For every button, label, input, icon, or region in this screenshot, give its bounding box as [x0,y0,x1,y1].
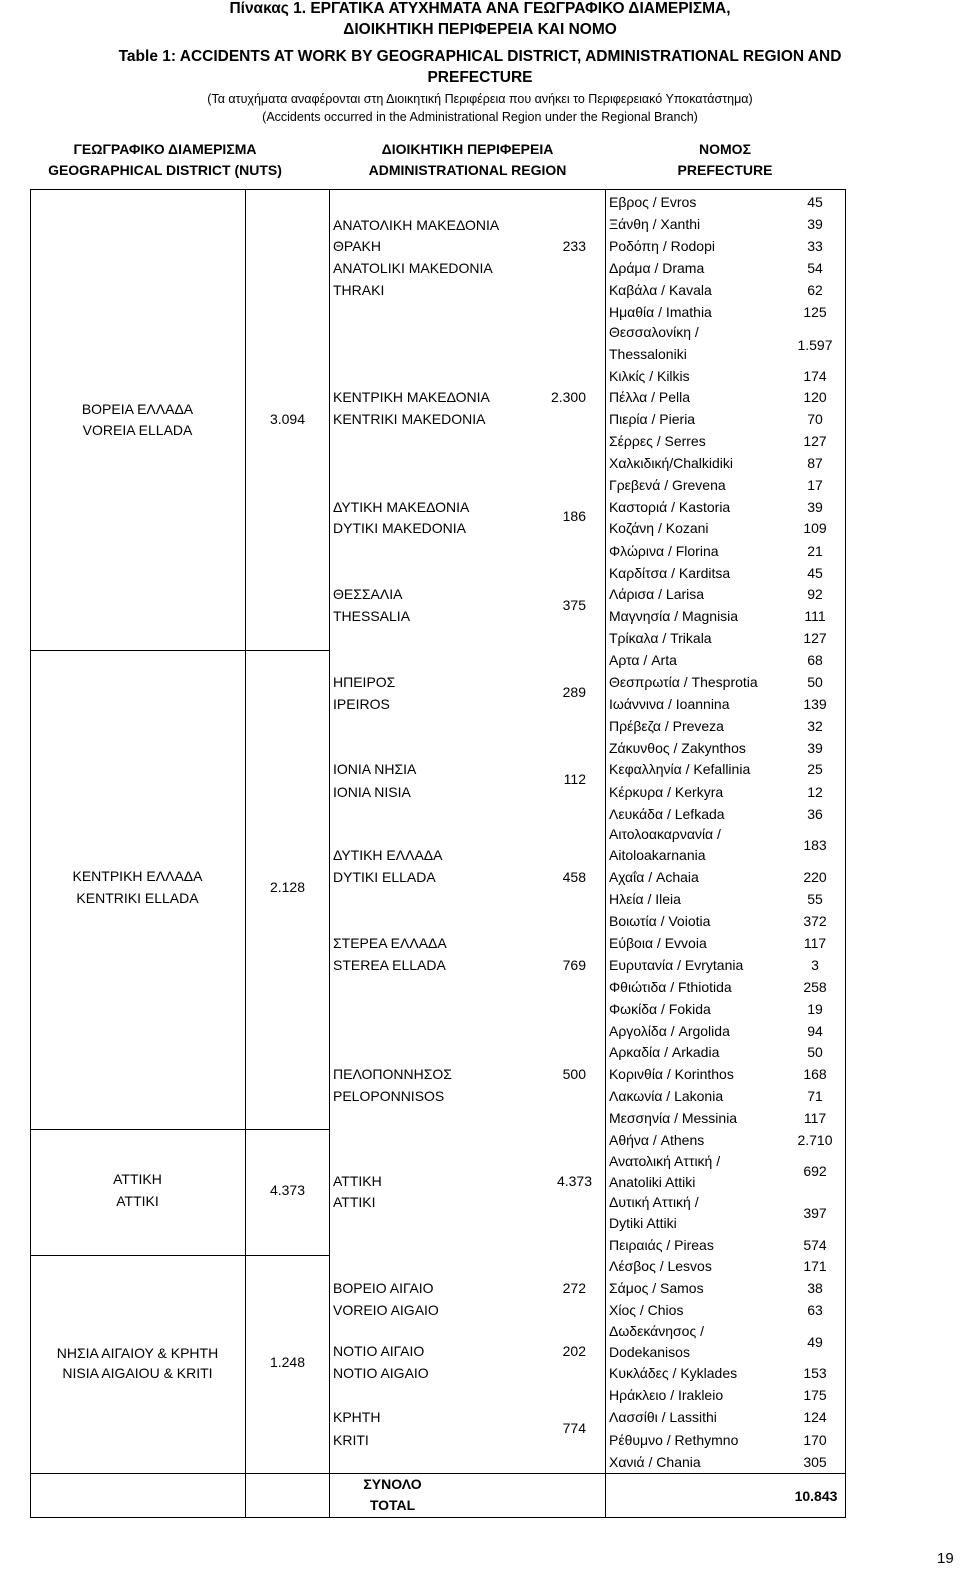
prefecture-name: Φλώρινα / Florina [609,543,719,559]
prefecture-name: Λάρισα / Larisa [609,586,705,602]
region-name-en: ANATOLIKI MAKEDONIA [333,260,493,276]
region-name-en: IONIA NISIA [333,784,411,800]
prefecture-value: 25 [807,761,823,777]
region-name-gr: ΗΠΕΙΡΟΣ [333,674,396,690]
district-name-gr: ΑΤΤΙΚΗ [113,1171,162,1187]
region-name-gr: ΔΥΤΙΚΗ ΜΑΚΕΔΟΝΙΑ [333,499,470,515]
district-name-gr: ΝΗΣΙΑ ΑΙΓΑΙΟΥ & ΚΡΗΤΗ [56,1345,219,1361]
prefecture-value: 19 [807,1001,823,1017]
prefecture-value: 139 [803,696,827,712]
note-gr: (Τα ατυχήματα αναφέρονται στη Διοικητική Περιφέρεια που ανήκει το Περιφερειακό Υποκατάστημα) [207,92,753,106]
prefecture-name: Καρδίτσα / Karditsa [609,565,731,581]
prefecture-value: 45 [807,194,823,210]
region-name-gr: ΙΟΝΙΑ ΝΗΣΙΑ [333,761,417,777]
prefecture-name: Γρεβενά / Grevena [609,477,726,493]
prefecture-value: 574 [803,1237,827,1253]
district-name-en: VOREIA ELLADA [82,422,193,438]
prefecture-value: 258 [803,979,827,995]
region-name-en: DYTIKI ELLADA [333,869,436,885]
prefecture-name: Μεσσηνία / Messinia [609,1110,738,1126]
prefecture-name: Αχαΐα / Achaia [609,869,699,885]
prefecture-name: Βοιωτία / Voiotia [609,913,711,929]
column-divider [329,189,330,1518]
region-name-en: ATTIKI [333,1194,376,1210]
prefecture-value: 70 [807,411,823,427]
prefecture-name: Πέλλα / Pella [609,389,691,405]
prefecture-value: 45 [807,565,823,581]
region-name-gr: ΑΝΑΤΟΛΙΚΗ ΜΑΚΕΔΟΝΙΑ [333,217,500,233]
prefecture-name: Χαλκιδική/Chalkidiki [609,455,734,471]
prefecture-value: 183 [803,837,827,853]
prefecture-name: Αρτα / Arta [609,652,677,668]
region-total: 186 [562,508,586,524]
district-name-en: KENTRIKI ELLADA [76,890,199,906]
prefecture-value: 125 [803,304,827,320]
region-total: 769 [562,957,586,973]
prefecture-name: Καστοριά / Kastoria [609,499,731,515]
prefecture-name: Λέσβος / Lesvos [609,1258,712,1274]
table-title-gr-line1: Πίνακας 1. ΕΡΓΑΤΙΚΑ ΑΤΥΧΗΜΑΤΑ ΑΝΑ ΓΕΩΓΡΑΦΙΚΟ ΔΙΑΜΕΡΙΣΜΑ, [229,0,731,17]
prefecture-name: Πρέβεζα / Preveza [609,718,724,734]
region-total: 233 [562,238,586,254]
prefecture-value: 39 [807,499,823,515]
prefecture-value: 109 [803,520,827,536]
prefecture-name: Κοζάνη / Kozani [609,520,709,536]
region-name-gr: ΔΥΤΙΚΗ ΕΛΛΑΔΑ [333,847,443,863]
prefecture-name: Εύβοια / Evvoia [609,935,707,951]
prefecture-name: Σάμος / Samos [609,1280,704,1296]
table-title-en-line2: PREFECTURE [427,69,533,86]
prefecture-value: 397 [803,1205,827,1221]
prefecture-name: Λασσίθι / Lassithi [609,1409,717,1425]
region-name-en: PELOPONNISOS [333,1088,445,1104]
region-name-gr: ΠΕΛΟΠΟΝΝΗΣΟΣ [333,1066,452,1082]
district-total: 1.248 [269,1354,306,1370]
prefecture-name: Ηράκλειο / Irakleio [609,1387,724,1403]
region-total: 4.373 [556,1173,592,1189]
region-name-gr: ΚΕΝΤΡΙΚΗ ΜΑΚΕΔΟΝΙΑ [333,389,490,405]
region-name-gr: ΝΟΤΙΟ ΑΙΓΑΙΟ [333,1343,425,1359]
total-divider [30,1473,846,1474]
prefecture-value: 92 [807,586,823,602]
prefecture-value: 39 [807,216,823,232]
prefecture-name: Ξάνθη / Xanthi [609,216,701,232]
col-header-district-gr: ΓΕΩΓΡΑΦΙΚΟ ΔΙΑΜΕΡΙΣΜΑ [73,141,257,157]
page-number: 19 [937,1550,954,1567]
prefecture-value: 49 [807,1334,823,1350]
prefecture-value: 32 [807,718,823,734]
column-divider [605,189,606,1518]
prefecture-name-line2: Anatoliki Attiki [609,1174,696,1190]
region-name-gr: ΘΡΑΚΗ [333,238,381,254]
prefecture-name: Λευκάδα / Lefkada [609,806,725,822]
prefecture-name: Κέρκυρα / Kerkyra [609,784,724,800]
column-divider [245,189,246,1518]
prefecture-name-line2: Aitoloakarnania [609,847,706,863]
district-name-gr: ΚΕΝΤΡΙΚΗ ΕΛΛΑΔΑ [72,868,203,884]
region-total: 289 [562,684,586,700]
prefecture-name: Μαγνησία / Magnisia [609,608,739,624]
district-name-en: ATTIKI [116,1193,159,1209]
prefecture-value: 1.597 [797,337,833,353]
prefecture-value: 305 [803,1454,827,1470]
prefecture-name: Φωκίδα / Fokida [609,1001,711,1017]
prefecture-value: 153 [803,1365,827,1381]
prefecture-name-line2: Dodekanisos [609,1344,690,1360]
prefecture-name: Ρέθυμνο / Rethymno [609,1432,739,1448]
district-name-en: NISIA AIGAIOU & KRITI [62,1365,213,1381]
prefecture-name: Θεσπρωτία / Thesprotia [609,674,758,690]
prefecture-value: 38 [807,1280,823,1296]
region-name-en: DYTIKI MAKEDONIA [333,520,467,536]
prefecture-value: 54 [807,260,823,276]
region-name-en: KENTRIKI MAKEDONIA [333,411,486,427]
prefecture-name-line2: Dytiki Attiki [609,1215,677,1231]
total-label-en: TOTAL [369,1497,416,1513]
prefecture-value: 55 [807,891,823,907]
prefecture-name: Χανιά / Chania [609,1454,701,1470]
prefecture-value: 120 [803,389,827,405]
prefecture-value: 50 [807,674,823,690]
prefecture-value: 175 [803,1387,827,1403]
prefecture-value: 2.710 [797,1132,833,1148]
prefecture-value: 12 [807,784,823,800]
prefecture-value: 21 [807,543,823,559]
prefecture-value: 87 [807,455,823,471]
prefecture-value: 124 [803,1409,827,1425]
district-divider [30,650,330,651]
prefecture-name: Κυκλάδες / Kyklades [609,1365,738,1381]
prefecture-value: 17 [807,477,823,493]
district-divider [30,1129,330,1130]
col-header-region-gr: ΔΙΟΙΚΗΤΙΚΗ ΠΕΡΙΦΕΡΕΙΑ [381,141,554,157]
total-label-gr: ΣΥΝΟΛΟ [363,1476,422,1492]
region-name-gr: ΣΤΕΡΕΑ ΕΛΛΑΔΑ [333,935,447,951]
region-name-en: KRITI [333,1432,369,1448]
region-total: 202 [562,1343,586,1359]
region-name-gr: ΚΡΗΤΗ [333,1409,381,1425]
prefecture-name: Ευρυτανία / Evrytania [609,957,744,973]
col-header-prefecture-en: PREFECTURE [677,162,773,178]
prefecture-name: Λακωνία / Lakonia [609,1088,724,1104]
region-name-gr: ΒΟΡΕΙΟ ΑΙΓΑΙΟ [333,1280,434,1296]
prefecture-value: 372 [803,913,827,929]
prefecture-name: Πειραιάς / Pireas [609,1237,714,1253]
prefecture-name: Εβρος / Evros [609,194,697,210]
prefecture-name: Τρίκαλα / Trikala [609,630,712,646]
prefecture-value: 170 [803,1432,827,1448]
prefecture-name: Αργολίδα / Argolida [609,1023,730,1039]
grand-total-value: 10.843 [794,1488,838,1504]
district-total: 2.128 [269,879,306,895]
col-header-district-en: GEOGRAPHICAL DISTRICT (NUTS) [48,162,282,178]
prefecture-value: 71 [807,1088,823,1104]
region-total: 112 [563,771,586,787]
prefecture-name: Κεφαλληνία / Kefallinia [609,761,751,777]
prefecture-name: Κορινθία / Korinthos [609,1066,734,1082]
prefecture-value: 220 [803,869,827,885]
prefecture-name: Ανατολική Αττική / [609,1153,721,1169]
prefecture-value: 63 [807,1302,823,1318]
region-total: 2.300 [550,389,586,405]
prefecture-name: Κιλκίς / Kilkis [609,368,690,384]
prefecture-value: 50 [807,1044,823,1060]
col-header-prefecture-gr: ΝΟΜΟΣ [699,141,751,157]
prefecture-value: 117 [803,935,827,951]
prefecture-value: 127 [803,630,827,646]
prefecture-value: 62 [807,282,823,298]
prefecture-name: Αρκαδία / Arkadia [609,1044,720,1060]
region-total: 500 [562,1066,586,1082]
prefecture-value: 168 [803,1066,827,1082]
region-total: 458 [562,869,586,885]
region-name-en: STEREA ELLADA [333,957,446,973]
prefecture-value: 171 [803,1258,827,1274]
prefecture-value: 127 [803,433,827,449]
prefecture-value: 36 [807,806,823,822]
prefecture-name: Δωδεκάνησος / [609,1323,704,1339]
prefecture-value: 94 [807,1023,823,1039]
prefecture-value: 111 [804,608,826,624]
prefecture-name: Αθήνα / Athens [609,1132,705,1148]
prefecture-name: Δυτική Αττική / [609,1194,699,1210]
region-name-en: NOTIO AIGAIO [333,1365,429,1381]
table-title-gr-line2: ΔΙΟΙΚΗΤΙΚΗ ΠΕΡΙΦΕΡΕΙΑ ΚΑΙ ΝΟΜΟ [343,21,617,38]
prefecture-name: Θεσσαλονίκη / [609,324,699,340]
prefecture-name: Δράμα / Drama [609,260,705,276]
prefecture-value: 39 [807,740,823,756]
region-total: 774 [562,1420,586,1436]
table-title-en-line1: Table 1: ACCIDENTS AT WORK BY GEOGRAPHICAL DISTRICT, ADMINISTRATIONAL REGION AND [118,48,842,65]
prefecture-value: 117 [803,1110,827,1126]
prefecture-name: Πιερία / Pieria [609,411,696,427]
prefecture-value: 174 [803,368,827,384]
prefecture-name: Φθιώτιδα / Fthiotida [609,979,732,995]
region-name-gr: ΘΕΣΣΑΛΙΑ [333,586,403,602]
prefecture-value: 33 [807,238,823,254]
prefecture-name: Καβάλα / Kavala [609,282,712,298]
region-name-en: IPEIROS [333,696,390,712]
district-divider [30,1255,330,1256]
prefecture-value: 3 [811,957,819,973]
region-total: 272 [562,1280,586,1296]
col-header-region-en: ADMINISTRATIONAL REGION [368,162,567,178]
prefecture-name: Ζάκυνθος / Zakynthos [609,740,746,756]
region-name-gr: ΑΤΤΙΚΗ [333,1173,382,1189]
region-name-en: VOREIO AIGAIO [333,1302,439,1318]
region-total: 375 [562,597,586,613]
prefecture-value: 692 [803,1163,827,1179]
region-name-en: THESSALIA [333,608,411,624]
prefecture-value: 68 [807,652,823,668]
prefecture-name: Χίος / Chios [609,1302,684,1318]
prefecture-name: Ημαθία / Imathia [609,304,712,320]
prefecture-name: Αιτολοακαρνανία / [609,826,721,842]
region-name-en: THRAKI [333,282,385,298]
prefecture-name: Ηλεία / Ileia [609,891,681,907]
prefecture-name: Ροδόπη / Rodopi [609,238,715,254]
district-total: 3.094 [269,411,306,427]
district-name-gr: ΒΟΡΕΙΑ ΕΛΛΑΔΑ [81,401,194,417]
prefecture-name: Σέρρες / Serres [609,433,706,449]
prefecture-name-line2: Thessaloniki [609,346,687,362]
prefecture-name: Ιωάννινα / Ioannina [609,696,730,712]
note-en: (Accidents occurred in the Administrational Region under the Regional Branch) [262,110,698,124]
district-total: 4.373 [269,1182,306,1198]
